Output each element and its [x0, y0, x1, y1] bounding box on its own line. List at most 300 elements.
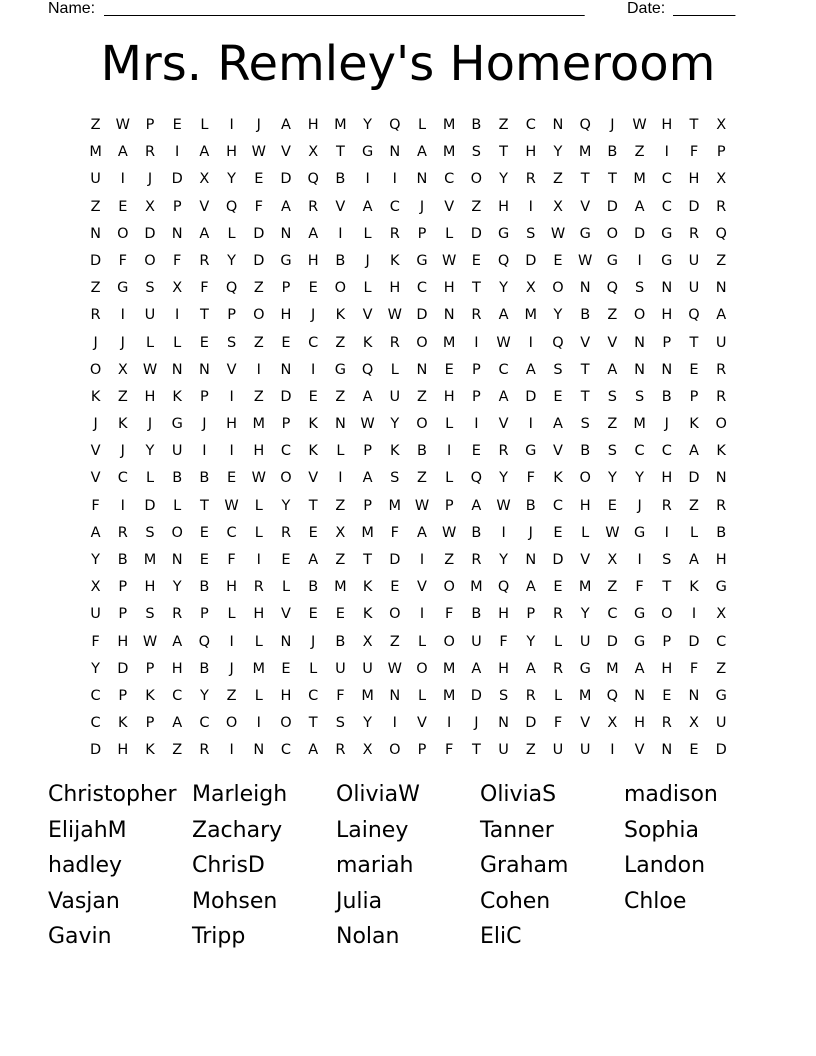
grid-letter: F — [635, 579, 644, 596]
grid-letter: V — [580, 198, 591, 215]
grid-letter: H — [443, 280, 455, 297]
grid-letter: Y — [607, 470, 617, 487]
grid-letter: Y — [91, 552, 101, 568]
word-bank-item: Tripp — [192, 924, 246, 949]
grid-letter: D — [688, 198, 700, 215]
header — [0, 0, 816, 20]
grid-letter: H — [661, 307, 673, 324]
grid-letter: U — [389, 388, 401, 405]
grid-letter: P — [444, 497, 454, 514]
grid-letter: U — [144, 307, 156, 324]
grid-letter: A — [117, 144, 128, 161]
grid-row — [82, 302, 735, 329]
grid-letter: G — [280, 252, 292, 269]
grid-letter: N — [334, 416, 346, 433]
grid-letter: Z — [607, 416, 618, 433]
grid-letter: Y — [553, 307, 563, 324]
grid-letter: O — [443, 579, 455, 596]
grid-letter: N — [661, 280, 673, 297]
grid-letter: N — [579, 280, 591, 297]
grid-letter: I — [256, 361, 261, 378]
grid-letter: O — [334, 280, 347, 297]
grid-letter: Q — [225, 280, 238, 297]
grid-letter: A — [199, 225, 210, 242]
grid-row — [82, 629, 735, 656]
grid-row — [82, 683, 735, 710]
word-bank-item: madison — [624, 782, 718, 807]
grid-letter: Z — [389, 633, 400, 650]
grid-letter: W — [115, 117, 130, 133]
grid-letter: Z — [335, 552, 346, 568]
grid-letter: G — [715, 579, 727, 596]
grid-row — [82, 493, 735, 520]
grid-letter: M — [578, 144, 592, 161]
grid-letter: X — [335, 524, 346, 541]
grid-letter: K — [118, 715, 128, 732]
grid-letter: X — [553, 198, 563, 215]
grid-letter: K — [118, 416, 128, 433]
grid-letter: L — [254, 497, 263, 514]
grid-letter: I — [447, 715, 452, 732]
grid-letter: P — [472, 388, 481, 405]
grid-letter: P — [200, 606, 209, 623]
grid-letter: N — [280, 361, 292, 378]
grid-letter: L — [254, 524, 263, 541]
grid-letter: Y — [635, 470, 645, 487]
grid-letter: S — [634, 388, 645, 405]
grid-letter: W — [442, 252, 457, 269]
grid-letter: H — [525, 144, 537, 161]
grid-letter: Z — [417, 470, 427, 487]
grid-letter: X — [199, 171, 210, 188]
grid-letter: E — [199, 334, 209, 351]
grid-letter: P — [689, 388, 699, 405]
word-bank-item: Sophia — [624, 817, 699, 843]
grid-letter: C — [525, 117, 536, 133]
grid-row — [82, 357, 735, 384]
grid-letter: T — [607, 171, 617, 188]
grid-letter: L — [689, 524, 699, 541]
grid-letter: G — [579, 660, 591, 677]
grid-letter: A — [172, 633, 183, 650]
grid-letter: E — [689, 361, 699, 378]
grid-letter: P — [281, 280, 291, 297]
grid-letter: P — [145, 660, 155, 677]
grid-letter: Q — [361, 361, 374, 378]
grid-letter: I — [501, 524, 506, 541]
grid-letter: X — [716, 117, 727, 133]
grid-letter: A — [634, 198, 645, 215]
grid-letter: W — [387, 660, 402, 677]
grid-letter: D — [280, 171, 292, 188]
grid-letter: D — [253, 225, 265, 242]
grid-letter: N — [634, 687, 646, 704]
grid-letter: R — [552, 660, 564, 677]
grid-letter: D — [606, 633, 618, 650]
grid-letter: Q — [606, 280, 619, 297]
grid-letter: G — [361, 144, 374, 161]
grid-row — [82, 275, 735, 302]
grid-letter: J — [93, 334, 98, 351]
grid-letter: U — [715, 715, 727, 732]
grid-letter: H — [226, 144, 238, 161]
grid-letter: F — [445, 742, 454, 759]
grid-letter: R — [525, 687, 536, 704]
grid-letter: U — [171, 443, 183, 460]
grid-letter: D — [470, 687, 482, 704]
grid-letter: L — [363, 225, 372, 242]
grid-letter: N — [498, 715, 510, 732]
grid-letter: C — [90, 687, 101, 704]
grid-letter: C — [199, 715, 210, 732]
grid-letter: V — [580, 552, 591, 568]
grid-letter: Y — [363, 117, 373, 133]
grid-letter: T — [471, 280, 481, 297]
grid-letter: L — [445, 416, 454, 433]
grid-letter: Y — [390, 416, 400, 433]
grid-letter: Z — [689, 497, 699, 514]
grid-letter: U — [688, 280, 700, 297]
grid-letter: I — [637, 552, 642, 568]
grid-letter: B — [661, 388, 672, 405]
grid-letter: V — [335, 198, 346, 215]
grid-letter: P — [281, 416, 291, 433]
grid-letter: K — [390, 252, 400, 269]
grid-letter: V — [417, 579, 427, 596]
grid-letter: N — [171, 552, 183, 568]
grid-letter: P — [172, 198, 182, 215]
grid-letter: V — [580, 715, 591, 732]
grid-letter: L — [173, 334, 182, 351]
grid-letter: Y — [499, 280, 509, 297]
word-bank-item: OliviaW — [336, 782, 420, 807]
grid-letter: Y — [199, 687, 209, 704]
grid-letter: D — [90, 252, 102, 269]
grid-letter: B — [335, 171, 346, 188]
grid-letter: B — [580, 307, 591, 324]
grid-letter: Z — [471, 198, 482, 215]
grid-letter: H — [715, 552, 727, 568]
grid-letter: F — [553, 715, 563, 732]
grid-letter: J — [120, 443, 125, 460]
grid-letter: B — [335, 252, 346, 269]
grid-letter: X — [362, 633, 373, 650]
grid-letter: V — [308, 470, 319, 487]
grid-letter: W — [550, 225, 566, 242]
grid-letter: H — [253, 443, 265, 460]
grid-letter: Z — [253, 388, 264, 405]
grid-letter: A — [689, 443, 699, 460]
grid-letter: F — [499, 633, 508, 650]
grid-letter: W — [251, 144, 266, 161]
grid-letter: Z — [253, 280, 264, 297]
grid-letter: I — [311, 361, 316, 378]
grid-letter: O — [633, 307, 646, 324]
grid-letter: Q — [307, 171, 319, 188]
grid-letter: L — [553, 633, 563, 650]
grid-letter: Y — [172, 579, 182, 596]
grid-letter: M — [361, 687, 374, 704]
grid-letter: L — [390, 361, 399, 378]
grid-letter: N — [389, 687, 401, 704]
grid-letter: A — [417, 524, 427, 541]
grid-letter: H — [226, 579, 238, 596]
grid-row — [82, 194, 735, 221]
grid-letter: G — [633, 606, 646, 623]
grid-letter: V — [553, 443, 563, 460]
grid-letter: P — [472, 361, 481, 378]
grid-letter: D — [525, 388, 537, 405]
grid-letter: H — [661, 660, 673, 677]
grid-letter: U — [552, 742, 564, 759]
grid-letter: B — [335, 633, 346, 650]
grid-letter: H — [634, 715, 646, 732]
grid-letter: P — [417, 225, 427, 242]
grid-letter: V — [199, 198, 210, 215]
grid-letter: L — [417, 687, 427, 704]
word-bank-item: Chloe — [624, 888, 687, 914]
grid-letter: M — [252, 660, 266, 677]
grid-letter: K — [308, 443, 318, 460]
grid-letter: A — [281, 198, 291, 215]
grid-letter: R — [389, 225, 400, 242]
grid-letter: B — [580, 443, 591, 460]
grid-letter: M — [442, 334, 456, 351]
grid-letter: E — [444, 361, 454, 378]
grid-row — [82, 112, 735, 139]
grid-letter: X — [90, 579, 101, 596]
grid-letter: H — [389, 280, 401, 297]
date-blank-line: _______ — [673, 0, 736, 17]
grid-letter: I — [447, 443, 452, 460]
grid-letter: S — [390, 470, 400, 487]
grid-letter: G — [661, 225, 673, 242]
grid-letter: M — [442, 144, 456, 161]
grid-letter: C — [444, 171, 455, 188]
grid-letter: N — [715, 280, 727, 297]
grid-letter: A — [471, 660, 482, 677]
grid-letter: S — [145, 606, 155, 623]
grid-letter: B — [199, 579, 210, 596]
grid-letter: T — [363, 552, 373, 568]
grid-letter: O — [144, 252, 156, 269]
grid-letter: E — [254, 171, 264, 188]
grid-letter: O — [416, 416, 428, 433]
grid-letter: P — [145, 715, 155, 732]
grid-letter: K — [689, 579, 699, 596]
grid-letter: H — [253, 606, 265, 623]
grid-letter: M — [334, 117, 347, 133]
grid-letter: P — [227, 307, 236, 324]
grid-letter: O — [225, 715, 238, 732]
grid-letter: R — [498, 443, 509, 460]
grid-letter: T — [471, 742, 481, 759]
grid-letter: A — [689, 552, 699, 568]
grid-letter: B — [308, 579, 319, 596]
grid-letter: N — [443, 307, 455, 324]
grid-row — [82, 520, 735, 547]
grid-row — [82, 411, 735, 438]
grid-letter: R — [471, 307, 482, 324]
grid-row — [82, 248, 735, 275]
grid-letter: C — [634, 443, 645, 460]
grid-letter: P — [118, 606, 128, 623]
grid-letter: E — [689, 742, 699, 759]
grid-letter: O — [416, 334, 428, 351]
grid-letter: F — [200, 280, 209, 297]
grid-letter: D — [715, 742, 727, 759]
grid-letter: P — [526, 606, 536, 623]
grid-letter: C — [280, 742, 292, 759]
grid-letter: S — [553, 361, 563, 378]
grid-row — [82, 166, 735, 193]
grid-letter: J — [311, 307, 316, 324]
grid-letter: Z — [335, 497, 346, 514]
word-bank-item: mariah — [336, 853, 414, 878]
grid-letter: X — [117, 361, 128, 378]
grid-letter: K — [335, 307, 346, 324]
word-bank-item: Tanner — [480, 817, 554, 843]
grid-letter: T — [499, 144, 509, 161]
grid-letter: I — [256, 552, 261, 568]
grid-letter: M — [361, 524, 374, 541]
grid-letter: E — [471, 443, 481, 460]
grid-letter: R — [335, 742, 346, 759]
grid-letter: O — [280, 470, 292, 487]
grid-letter: H — [226, 416, 238, 433]
grid-letter: T — [199, 307, 209, 324]
grid-letter: N — [688, 687, 700, 704]
grid-letter: X — [689, 715, 699, 732]
word-bank-item: Graham — [480, 853, 569, 878]
grid-letter: A — [498, 388, 509, 405]
grid-letter: L — [445, 470, 454, 487]
grid-letter: Z — [172, 742, 183, 759]
grid-letter: U — [715, 334, 727, 351]
grid-letter: A — [362, 388, 373, 405]
grid-letter: I — [338, 225, 343, 242]
grid-letter: H — [579, 497, 591, 514]
grid-letter: E — [390, 579, 400, 596]
grid-letter: A — [90, 524, 101, 541]
grid-letter: E — [281, 334, 291, 351]
grid-letter: U — [471, 633, 482, 650]
grid-letter: J — [256, 117, 261, 133]
grid-letter: J — [637, 497, 642, 514]
grid-letter: W — [414, 497, 430, 514]
grid-letter: V — [281, 606, 291, 623]
grid-letter: B — [199, 470, 210, 487]
grid-letter: E — [607, 497, 617, 514]
grid-letter: K — [553, 470, 563, 487]
grid-letter: I — [392, 171, 397, 188]
grid-letter: H — [443, 388, 455, 405]
grid-letter: E — [227, 470, 237, 487]
grid-letter: U — [579, 742, 591, 759]
grid-letter: P — [363, 497, 372, 514]
grid-letter: B — [607, 144, 618, 161]
grid-letter: A — [634, 660, 645, 677]
grid-letter: D — [688, 633, 700, 650]
grid-letter: H — [661, 470, 673, 487]
grid-letter: N — [416, 171, 428, 188]
grid-letter: T — [580, 361, 590, 378]
grid-letter: U — [90, 171, 101, 188]
grid-letter: L — [445, 225, 454, 242]
grid-letter: B — [471, 117, 482, 133]
grid-letter: E — [281, 660, 291, 677]
grid-letter: P — [662, 633, 672, 650]
grid-letter: D — [117, 660, 129, 677]
grid-letter: L — [145, 334, 155, 351]
grid-letter: G — [633, 633, 646, 650]
grid-letter: C — [716, 633, 727, 650]
grid-letter: J — [120, 334, 125, 351]
grid-letter: A — [417, 144, 427, 161]
grid-letter: M — [89, 144, 102, 161]
grid-letter: N — [715, 470, 727, 487]
grid-letter: Q — [606, 687, 619, 704]
grid-letter: I — [256, 715, 261, 732]
grid-letter: U — [362, 660, 373, 677]
grid-letter: H — [498, 606, 510, 623]
grid-letter: C — [498, 361, 509, 378]
grid-letter: N — [552, 117, 564, 133]
grid-letter: T — [335, 144, 345, 161]
grid-letter: F — [689, 144, 699, 161]
name-label: Name: — [48, 0, 96, 17]
grid-letter: X — [716, 171, 727, 188]
word-bank-item: Nolan — [336, 924, 400, 949]
grid-letter: Z — [498, 117, 509, 133]
grid-letter: P — [363, 443, 372, 460]
grid-letter: H — [144, 388, 156, 405]
grid-letter: J — [93, 416, 98, 433]
grid-letter: H — [307, 117, 319, 133]
grid-letter: C — [117, 470, 128, 487]
grid-letter: H — [661, 117, 673, 133]
grid-letter: M — [143, 552, 157, 568]
grid-row — [82, 330, 735, 357]
grid-letter: E — [308, 606, 318, 623]
grid-letter: G — [606, 252, 619, 269]
grid-letter: M — [388, 497, 402, 514]
grid-letter: C — [416, 280, 428, 297]
grid-letter: D — [280, 388, 292, 405]
grid-letter: Y — [580, 606, 590, 623]
grid-letter: W — [224, 497, 239, 514]
grid-letter: J — [147, 416, 153, 433]
grid-letter: I — [528, 334, 533, 351]
word-bank-item: OliviaS — [480, 782, 557, 807]
grid-letter: O — [443, 633, 455, 650]
grid-row — [82, 574, 735, 601]
grid-letter: S — [145, 524, 155, 541]
grid-letter: I — [528, 198, 533, 215]
grid-letter: L — [417, 117, 427, 133]
grid-letter: H — [117, 633, 129, 650]
grid-letter: A — [199, 144, 210, 161]
word-search-grid — [82, 112, 735, 765]
grid-letter: L — [417, 633, 427, 650]
word-bank-item: hadley — [48, 853, 123, 878]
grid-letter: P — [417, 742, 427, 759]
grid-letter: F — [689, 660, 699, 677]
grid-letter: M — [633, 171, 646, 188]
grid-letter: C — [389, 198, 400, 215]
word-bank-item: Zachary — [192, 817, 283, 843]
grid-letter: Y — [526, 633, 536, 650]
